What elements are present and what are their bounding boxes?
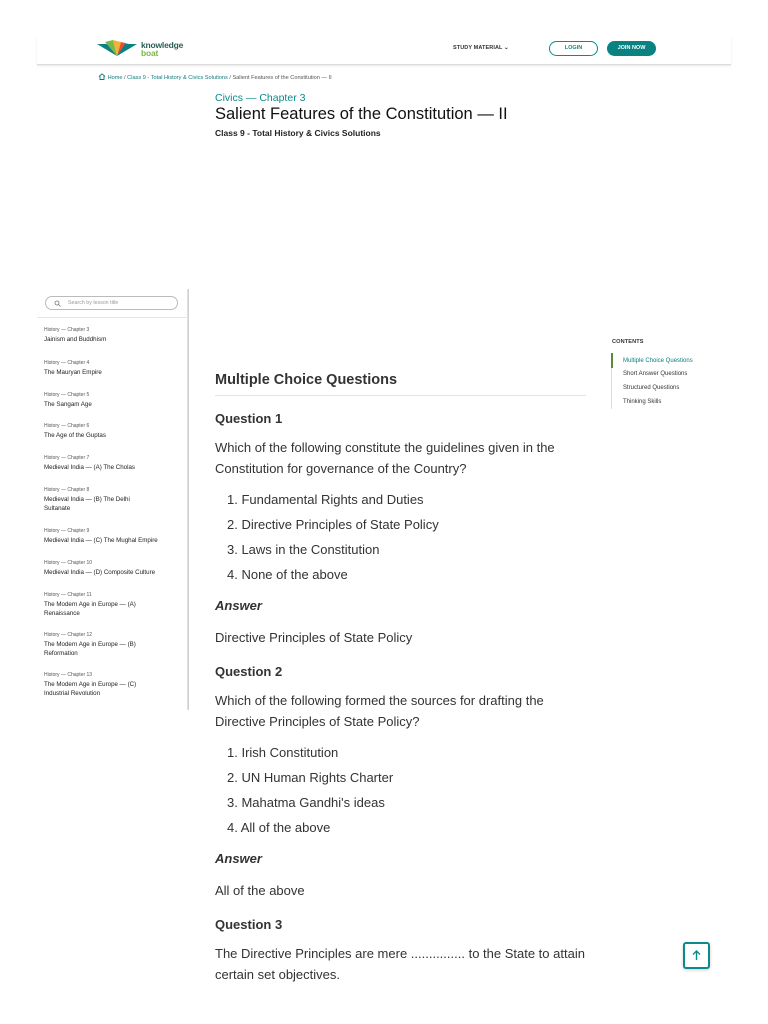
breadcrumb-home[interactable]: Home [107,75,123,81]
sidebar-item-title: Medieval India — (D) Composite Culture [44,569,156,576]
question-option: 1. Fundamental Rights and Duties [227,492,424,507]
sidebar-item[interactable] [44,528,184,546]
question-heading: Question 2 [215,664,283,679]
sidebar-item-title: The Modern Age in Europe — (B) Reformation [44,641,136,657]
sidebar-item[interactable] [44,423,184,441]
sidebar-item-title: Medieval India — (B) The Delhi Sultanate [44,496,130,512]
sidebar-item-title: Medieval India — (C) The Mughal Empire [44,537,158,544]
question-heading: Question 3 [215,917,283,932]
join-now-button[interactable]: JOIN NOW [607,41,656,56]
question-option: 3. Mahatma Gandhi's ideas [227,795,385,810]
sidebar-item[interactable] [44,632,184,658]
breadcrumb-book[interactable]: Class 9 - Total History & Civics Solutions [127,75,228,81]
divider [215,395,586,396]
sidebar-search-input[interactable] [45,296,178,310]
site-logo[interactable] [97,40,183,58]
sidebar-item[interactable] [44,672,184,698]
divider [37,317,188,318]
sidebar-item-chapter: History — Chapter 8 [44,487,90,493]
toc-item-multiple-choice[interactable]: Multiple Choice Questions [623,358,693,364]
question-option: 4. None of the above [227,567,348,582]
study-material-menu[interactable]: STUDY MATERIAL ⌄ [453,45,509,51]
sidebar-item-chapter: History — Chapter 9 [44,528,90,534]
sidebar-item-title: The Modern Age in Europe — (A) Renaissance [44,601,136,617]
sidebar-item[interactable] [44,360,184,378]
sidebar-item[interactable] [44,592,184,618]
sidebar-item[interactable] [44,455,184,473]
logo-text-boat: boat [141,48,159,58]
answer-text: Directive Principles of State Policy [215,630,413,645]
search-placeholder: Search by lesson title [68,300,119,306]
toc-item-structured[interactable]: Structured Questions [623,385,680,391]
home-icon[interactable] [98,73,106,80]
arrow-up-icon [685,944,708,967]
sidebar-item-title: The Sangam Age [44,401,92,408]
sidebar-item-title: Medieval India — (A) The Cholas [44,464,136,471]
breadcrumb-separator: / [122,75,128,81]
toc-title: CONTENTS [612,339,644,345]
question-option: 2. Directive Principles of State Policy [227,517,439,532]
sidebar-item-chapter: History — Chapter 12 [44,632,93,638]
breadcrumb-current: Salient Features of the Constitution — II [232,75,332,81]
logo-text-knowledge: knowledge [141,40,184,50]
question-option: 4. All of the above [227,820,331,835]
sidebar-item[interactable] [44,392,184,410]
login-button[interactable]: LOGIN [549,41,598,56]
answer-label: Answer [215,851,262,866]
page-subtitle: Class 9 - Total History & Civics Solutions [215,128,381,138]
sidebar-item-chapter: History — Chapter 6 [44,423,90,429]
sidebar-item[interactable] [44,560,184,578]
sidebar-item[interactable] [44,487,184,513]
sidebar-item-title: The Age of the Guptas [44,432,106,439]
sidebar-item-chapter: History — Chapter 13 [44,672,93,678]
sidebar-item-chapter: History — Chapter 3 [44,327,90,333]
toc-item-short-answer[interactable]: Short Answer Questions [623,371,688,377]
question-text: Which of the following constitute the guidelines given in the Constitution for governance of the Country? [215,440,555,476]
sidebar-item-title: The Mauryan Empire [44,369,102,376]
sidebar-item-title: The Modern Age in Europe — (C) Industrial Revolution [44,681,137,697]
sidebar-item-chapter: History — Chapter 5 [44,392,90,398]
sidebar-item-chapter: History — Chapter 11 [44,592,92,598]
sidebar-item[interactable] [44,327,184,345]
breadcrumb-separator: / [227,75,233,81]
answer-text: All of the above [215,883,305,898]
sidebar-item-chapter: History — Chapter 7 [44,455,90,461]
sidebar-item-chapter: History — Chapter 4 [44,360,90,366]
page-title: Salient Features of the Constitution — II [215,105,508,123]
breadcrumb [98,73,332,81]
question-heading: Question 1 [215,411,283,426]
toc-active-indicator [611,353,613,368]
section-title: Multiple Choice Questions [215,372,398,388]
chapter-sidebar [37,289,188,710]
back-to-top-button[interactable] [683,942,710,969]
top-navbar [37,36,731,65]
toc-item-thinking-skills[interactable]: Thinking Skills [623,399,662,405]
logo-icon [97,40,137,58]
chapter-label: Civics — Chapter 3 [215,92,306,104]
question-option: 3. Laws in the Constitution [227,542,380,557]
question-option: 1. Irish Constitution [227,745,339,760]
answer-label: Answer [215,598,262,613]
sidebar-scrollbar[interactable] [188,289,189,710]
question-option: 2. UN Human Rights Charter [227,770,394,785]
sidebar-item-title: Jainism and Buddhism [44,336,107,343]
sidebar-item-chapter: History — Chapter 10 [44,560,93,566]
question-text: Which of the following formed the sources for drafting the Directive Principles of State Policy? [215,693,544,729]
question-text: The Directive Principles are mere ............... to the State to attain certain set objectives. [215,946,585,982]
search-icon [54,300,61,307]
